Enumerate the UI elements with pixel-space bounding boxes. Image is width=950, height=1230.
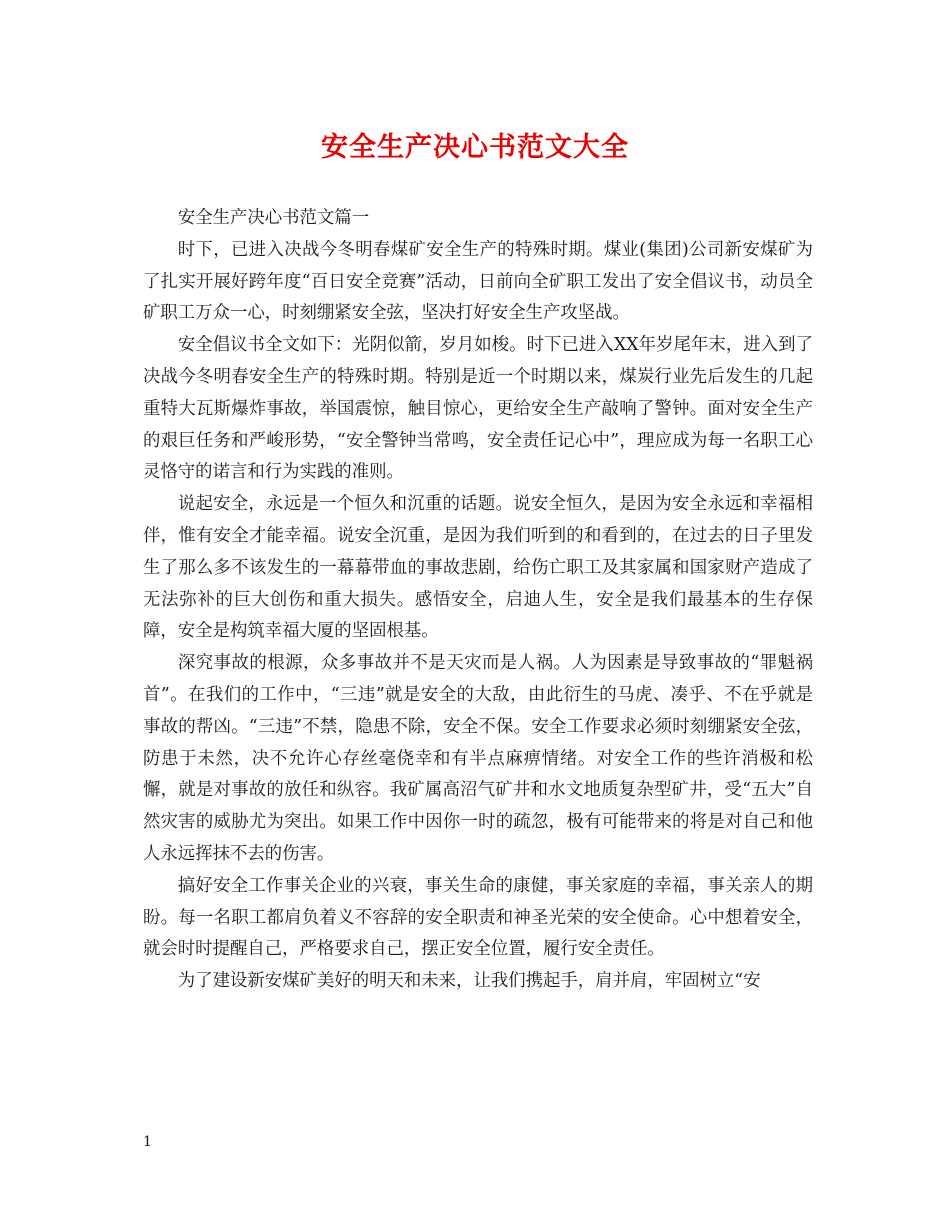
page-number: 1	[143, 1134, 152, 1150]
body-paragraph-3: 说起安全，永远是一个恒久和沉重的话题。说安全恒久，是因为安全永远和幸福相伴，惟有安全才能幸福。说安全沉重，是因为我们听到的和看到的，在过去的日子里发生了那么多不该发生的一幕幕带血的事故悲剧，给伤亡职工及其家属和国家财产造成了无法弥补的巨大创伤和重大损失。感悟安全，启迪人生，安全是我们最基本的生存保障，安全是构筑幸福大厦的坚固根基。	[143, 494, 813, 642]
document-title: 安全生产决心书范文大全	[321, 132, 629, 163]
document-body	[143, 203, 813, 998]
body-paragraph-1: 时下，已进入决战今冬明春煤矿安全生产的特殊时期。煤业(集团)公司新安煤矿为了扎实开展好跨年度“百日安全竞赛”活动，日前向全矿职工发出了安全倡议书，动员全矿职工万众一心，时刻绷紧安全弦，坚决打好安全生产攻坚战。	[143, 239, 813, 324]
body-paragraph-2: 安全倡议书全文如下：光阴似箭，岁月如梭。时下已进入XX年岁尾年末，进入到了决战今冬明春安全生产的特殊时期。特别是近一个时期以来，煤炭行业先后发生的几起重特大瓦斯爆炸事故，举国震惊，触目惊心，更给安全生产敲响了警钟。面对安全生产的艰巨任务和严峻形势，“安全警钟当常鸣，安全责任记心中”，理应成为每一名职工心灵恪守的诺言和行为实践的准则。	[143, 335, 813, 483]
section-heading: 安全生产决心书范文篇一	[177, 208, 370, 228]
body-paragraph-5: 搞好安全工作事关企业的兴衰，事关生命的康健，事关家庭的幸福，事关亲人的期盼。每一名职工都肩负着义不容辞的安全职责和神圣光荣的安全使命。心中想着安全，就会时时提醒自己，严格要求自己，摆正安全位置，履行安全责任。	[143, 875, 813, 960]
body-paragraph-6: 为了建设新安煤矿美好的明天和未来，让我们携起手，肩并肩，牢固树立“安	[177, 971, 761, 992]
body-paragraph-4: 深究事故的根源，众多事故并不是天灾而是人祸。人为因素是导致事故的“罪魁祸首”。在我们的工作中，“三违”就是安全的大敌，由此衍生的马虎、凑乎、不在乎就是事故的帮凶。“三违”不禁，隐患不除，安全不保。安全工作要求必须时刻绷紧安全弦，防患于未然，决不允许心存丝毫侥幸和有半点麻痹情绪。对安全工作的些许消极和松懈，就是对事故的放任和纵容。我矿属高沼气矿井和水文地质复杂型矿井，受“五大”自然灾害的威胁尤为突出。如果工作中因你一时的疏忽，极有可能带来的将是对自己和他人永远挥抹不去的伤害。	[143, 653, 813, 864]
